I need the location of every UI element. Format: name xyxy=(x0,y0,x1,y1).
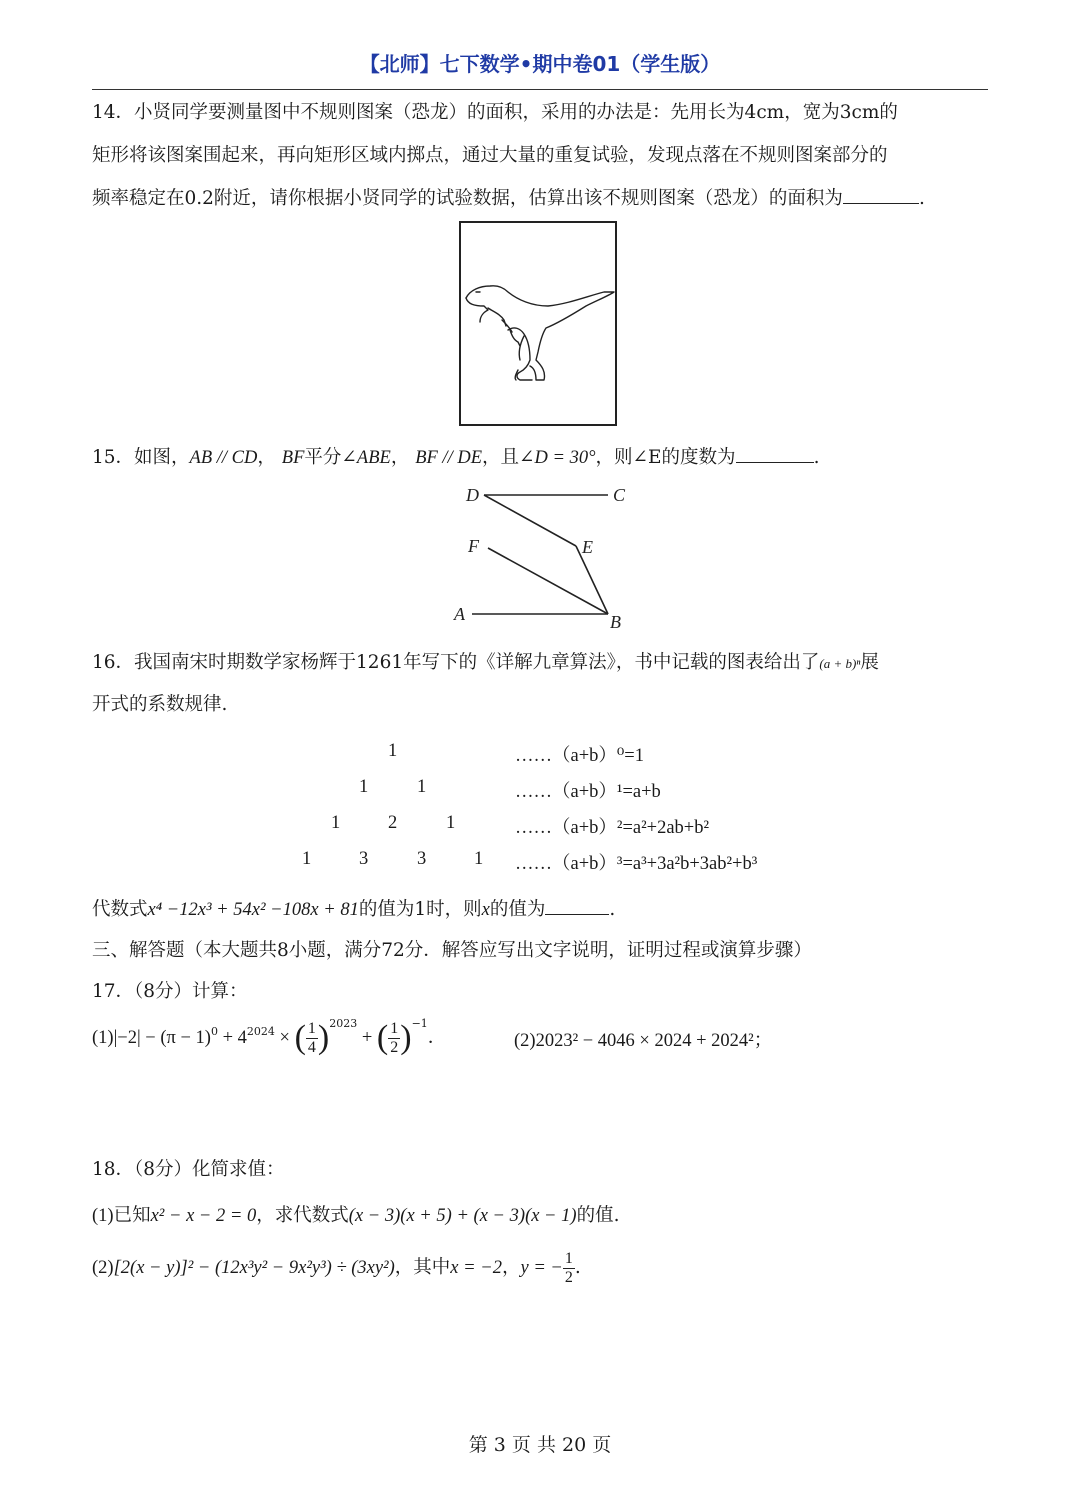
label-a: A xyxy=(454,604,465,624)
page-header-title: 【北师】七下数学•期中卷01（学生版） xyxy=(359,52,721,76)
triangle-row2-formula: ……（a+b）²=a²+2ab+b² xyxy=(515,818,710,838)
triangle-row1-formula: ……（a+b）¹=a+b xyxy=(515,782,661,802)
q17-p1-plus4: + 4 xyxy=(217,1028,247,1048)
q17-part2 xyxy=(514,1026,772,1052)
q16-ask-line: 代数式x⁴ −12x³ + 54x² −108x + 81的值为1时，则x的值为 . xyxy=(92,895,615,921)
q18-p1-pre: 已知 xyxy=(113,1205,151,1226)
triangle-row3-num: 1 xyxy=(474,849,484,869)
triangle-row1-num: 1 xyxy=(359,777,369,797)
q17-p2-label: (2) xyxy=(514,1031,536,1051)
q18-p2-mid: ，其中 xyxy=(394,1257,451,1278)
q17-p1-label: (1) xyxy=(92,1028,114,1048)
q18-p2-label: (2) xyxy=(92,1258,114,1278)
q16-ask-mid: 的值为1时，则 xyxy=(358,899,482,920)
q14-line1: 14．小贤同学要测量图中不规则图案（恐龙）的面积，采用的办法是：先用长为4cm，宽为3cm的 xyxy=(92,102,898,123)
q17-p1-exp2024: 2024 xyxy=(246,1025,275,1038)
triangle-row1-num: 1 xyxy=(417,777,427,797)
q16-polynomial: x⁴ −12x³ + 54x² −108x + 81 xyxy=(147,900,359,920)
label-d: D xyxy=(466,485,479,505)
q18-part2 xyxy=(92,1246,581,1290)
dinosaur-outline xyxy=(466,286,614,380)
dinosaur-figure xyxy=(458,220,620,428)
triangle-row2-num: 1 xyxy=(331,813,341,833)
q18-p2-x-value: x = −2 xyxy=(450,1258,502,1278)
q18-p2-y-frac: $\frac{1}{2}$ xyxy=(564,1249,573,1286)
triangle-row0-num: 1 xyxy=(388,741,398,761)
header-rule xyxy=(92,89,988,90)
q18-part1 xyxy=(92,1201,619,1227)
triangle-row3-num: 3 xyxy=(417,849,427,869)
triangle-row2-num: 1 xyxy=(446,813,456,833)
q14-line3: 频率稳定在0.2附近，请你根据小贤同学的试验数据，估算出该不规则图案（恐龙）的面积为 xyxy=(92,188,843,209)
triangle-row3-formula: ……（a+b）³=a³+3a²b+3ab²+b³ xyxy=(515,854,758,874)
q17-p2-expr: 2023² − 4046 × 2024 + 2024² xyxy=(535,1031,754,1051)
q18-p2-end: . xyxy=(574,1257,581,1278)
label-f: F xyxy=(468,536,479,556)
q16-text: 16．我国南宋时期数学家杨辉于1261年写下的《详解九章算法》，书中记载的图表给出了 xyxy=(92,652,820,673)
q17-p1-end: ． xyxy=(427,1027,447,1048)
q17-p1-plus: + xyxy=(357,1028,377,1048)
q15-cond-ab-parallel-cd: AB // CD xyxy=(189,448,258,468)
q17-p1-abs: |−2| − (π − 1) xyxy=(113,1028,211,1048)
q14-line3-wrap: 频率稳定在0.2附近，请你根据小贤同学的试验数据，估算出该不规则图案（恐龙）的面积为 . xyxy=(92,184,925,210)
q16-answer-blank[interactable] xyxy=(545,896,609,915)
q15-ask: 则∠E的度数为 xyxy=(614,447,736,468)
q15-cond-bf-parallel-de: BF // DE xyxy=(415,448,482,468)
q18-p2-y-value: y = − xyxy=(520,1258,563,1278)
q16-line1 xyxy=(92,648,879,674)
q15-cond-angle-d: ∠D = 30° xyxy=(519,448,596,468)
q15-and: 且 xyxy=(500,447,520,468)
q17-title: 17．（8分）计算： xyxy=(92,981,248,1002)
line-de xyxy=(484,495,576,546)
q17-p1-exp2023: 2023 xyxy=(329,1017,358,1030)
q15-bisects: 平分 xyxy=(304,447,342,468)
page-footer: 第 3 页 共 20 页 xyxy=(468,1434,612,1456)
q18-p1-expression: (x − 3)(x + 5) + (x − 3)(x − 1) xyxy=(348,1206,577,1226)
q18-p1-label: (1) xyxy=(92,1206,114,1226)
triangle-row3-num: 1 xyxy=(302,849,312,869)
triangle-row3-num: 3 xyxy=(359,849,369,869)
label-b: B xyxy=(610,612,621,632)
q15-lead: 15．如图， xyxy=(92,447,190,468)
q16-ask-pre: 代数式 xyxy=(92,899,148,920)
q17-p1-exp0: 0 xyxy=(210,1025,218,1038)
q16-tail: 展 xyxy=(860,652,879,673)
q18-p2-sep: ， xyxy=(501,1257,521,1278)
q16-line2: 开式的系数规律. xyxy=(92,694,228,715)
line-fb xyxy=(488,548,608,614)
q17-p1-frac1: $\frac{1}{4}$ xyxy=(307,1019,316,1056)
q18-p1-equation: x² − x − 2 = 0 xyxy=(150,1206,257,1226)
q16-ask-post: 的值为 xyxy=(489,899,546,920)
q15-cond-angle-abe: ∠ABE xyxy=(341,448,391,468)
bounding-rectangle xyxy=(460,222,616,425)
q17-p1-frac2: $\frac{1}{2}$ xyxy=(390,1019,399,1056)
q18-p1-post: 的值. xyxy=(576,1205,620,1226)
q14-answer-blank[interactable] xyxy=(843,185,919,204)
q18-p1-mid: ，求代数式 xyxy=(256,1205,349,1226)
q16-var: x xyxy=(481,900,490,920)
q17-p1-times: × xyxy=(274,1028,295,1048)
label-e: E xyxy=(582,537,593,557)
q17-p1-expneg1: −1 xyxy=(411,1017,428,1030)
q15-cond-bf: BF xyxy=(281,448,305,468)
q17-part1: $(1)|-2| - (\pi - 1)^0 + 4^{2024}$ × ( $\frac{1}{4}$ )$^{2023}$ + ( $\frac{1}{2}$ )$^{-1}$． xyxy=(92,1017,447,1056)
q14-line2: 矩形将该图案围起来，再向矩形区域内掷点，通过大量的重复试验，发现点落在不规则图案部分的 xyxy=(92,145,888,166)
triangle-row0-formula: ……（a+b）⁰=1 xyxy=(515,746,644,766)
section3-title: 三、解答题（本大题共8小题，满分72分．解答应写出文字说明，证明过程或演算步骤） xyxy=(92,940,812,961)
q16-expr: (a + b)ⁿ xyxy=(819,656,861,671)
triangle-row2-num: 2 xyxy=(388,813,398,833)
q18-p2-expression: [2(x − y)]² − (12x³y² − 9x²y³) ÷ (3xy²) xyxy=(113,1258,395,1278)
q15-line: 15．如图，AB // CD， BF平分∠ABE， BF // DE，且∠D = 30°，则∠E的度数为 . xyxy=(92,443,819,469)
geometry-figure xyxy=(448,480,638,632)
q18-title: 18．（8分）化简求值： xyxy=(92,1159,285,1180)
label-c: C xyxy=(613,485,626,505)
q17-p2-end: ； xyxy=(753,1030,773,1051)
q15-answer-blank[interactable] xyxy=(736,444,814,463)
